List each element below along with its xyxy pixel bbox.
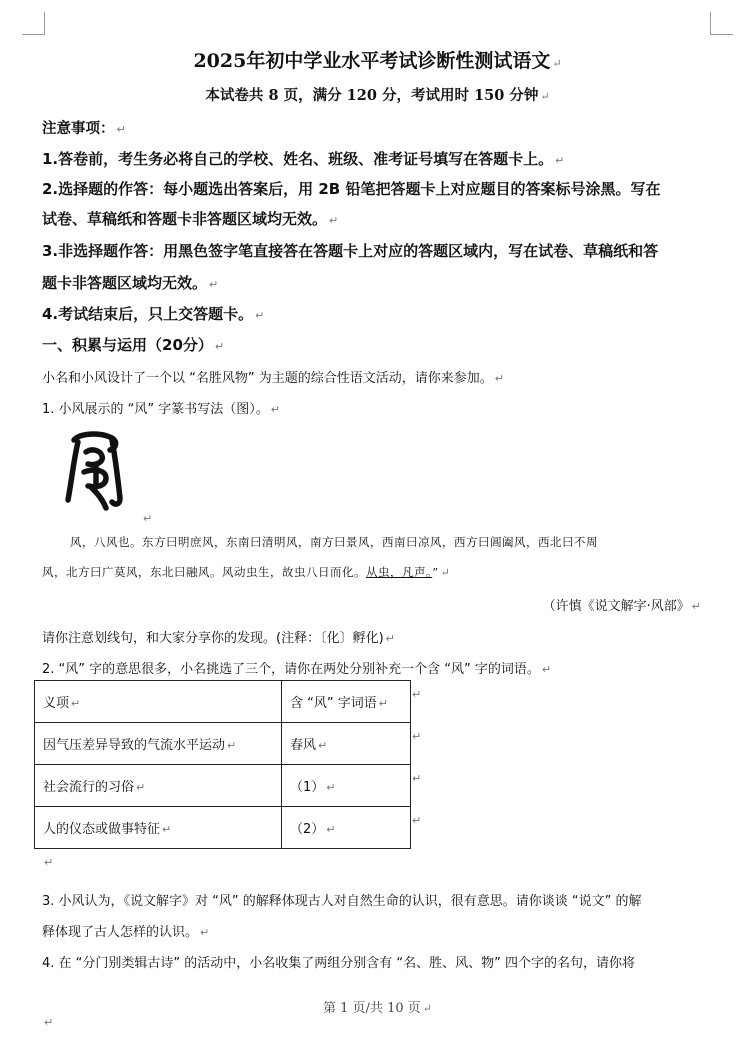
section-intro: 小名和小风设计了一个以 “名胜风物” 为主题的综合性语文活动，请你来参加。 ↵ (42, 371, 504, 386)
paragraph-mark-icon: ↵ (329, 214, 339, 227)
table-header-cell: 义项 ↵ (35, 681, 282, 723)
crop-mark-top-right (710, 12, 733, 35)
paragraph-mark-icon: ↵ (44, 1016, 54, 1029)
table-cell: 春风 ↵ (282, 723, 411, 765)
table-row (35, 765, 411, 807)
paragraph-mark-icon: ↵ (555, 154, 565, 167)
quote-line-2: 风，北方曰广莫风，东北曰融风。风动虫生，故虫八日而化。从虫，凡声。” ↵ (42, 565, 451, 579)
table-cell: 因气压差异导致的气流水平运动 ↵ (35, 723, 282, 765)
seal-script-feng-image (60, 428, 130, 512)
table-answer-blank: （2） ↵ (282, 807, 411, 849)
section-heading: 一、积累与运用（20分） ↵ (42, 336, 225, 354)
paragraph-mark-icon: ↵ (116, 123, 126, 136)
paragraph-mark-icon: ↵ (412, 730, 422, 743)
notice-item-4: 4.考试结束后，只上交答题卡。 ↵ (42, 305, 265, 323)
paragraph-mark-icon: ↵ (209, 278, 219, 291)
notice-item-2-cont: 试卷、草稿纸和答题卡非答题区域均无效。 ↵ (42, 210, 339, 228)
paragraph-mark-icon: ↵ (552, 57, 562, 70)
underlined-sentence: 从虫，凡声。 (366, 565, 433, 579)
paragraph-mark-icon: ↵ (412, 688, 422, 701)
crop-mark-top-left (22, 12, 45, 35)
paragraph-mark-icon: ↵ (412, 814, 422, 827)
table-row (35, 807, 411, 849)
word-meaning-table (34, 680, 411, 849)
quote-source: （许慎《说文解字·风部》 ↵ (542, 599, 701, 614)
paragraph-mark-icon: ↵ (540, 90, 550, 103)
paragraph-mark-icon: ↵ (691, 600, 701, 613)
paragraph-mark-icon: ↵ (422, 1002, 432, 1015)
notice-item-3: 3.非选择题作答：用黑色签字笔直接答在答题卡上对应的答题区域内，写在试卷、草稿纸和答 (42, 242, 659, 260)
question-3-line-1: 3. 小风认为，《说文解字》对 “风” 的解释体现古人对自然生命的认识，很有意思。请你谈谈 “说文” 的解 (42, 894, 642, 909)
paragraph-mark-icon: ↵ (44, 856, 54, 869)
table-header-row (35, 681, 411, 723)
notice-heading: 注意事项： ↵ (42, 121, 126, 137)
question-2-prompt: 2. “风” 字的意思很多，小名挑选了三个，请你在两处分别补充一个含 “风” 字的词语。 ↵ (42, 662, 552, 677)
table-answer-blank: （1） ↵ (282, 765, 411, 807)
table-cell: 社会流行的习俗 ↵ (35, 765, 282, 807)
exam-subtitle: 本试卷共 8 页，满分 120 分，考试用时 150 分钟 ↵ (205, 87, 550, 104)
paragraph-mark-icon: ↵ (541, 663, 552, 676)
notice-item-1: 1.答卷前，考生务必将自己的学校、姓名、班级、准考证号填写在答题卡上。 ↵ (42, 150, 565, 168)
paragraph-mark-icon: ↵ (440, 566, 451, 579)
page-footer: 第 1 页/共 10 页 ↵ (323, 1001, 432, 1016)
notice-item-2: 2.选择题的作答：每小题选出答案后，用 2B 铅笔把答题卡上对应题目的答案标号涂黑。写在 (42, 180, 661, 198)
table-row (35, 723, 411, 765)
paragraph-mark-icon: ↵ (143, 512, 153, 525)
notice-item-3-cont: 题卡非答题区域均无效。 ↵ (42, 274, 219, 292)
paragraph-mark-icon: ↵ (214, 340, 225, 353)
table-header-cell: 含 “风” 字词语 ↵ (282, 681, 411, 723)
paragraph-mark-icon: ↵ (385, 632, 395, 645)
question-1-prompt: 1. 小风展示的 “风” 字篆书写法（图）。 ↵ (42, 402, 280, 417)
paragraph-mark-icon: ↵ (200, 926, 210, 939)
paragraph-mark-icon: ↵ (412, 772, 422, 785)
question-3-line-2: 释体现了古人怎样的认识。 ↵ (42, 925, 210, 940)
paragraph-mark-icon: ↵ (255, 309, 265, 322)
quote-line-1: 风，八风也。东方曰明庶风，东南曰清明风，南方曰景风，西南曰凉风，西方曰阊阖风，西北曰不周 (70, 535, 598, 549)
paragraph-mark-icon: ↵ (494, 372, 504, 385)
paragraph-mark-icon: ↵ (270, 403, 280, 416)
question-1-task: 请你注意划线句，和大家分享你的发现。(注释：〔化〕孵化) ↵ (42, 631, 395, 646)
question-4-line-1: 4. 在 “分门别类辑古诗” 的活动中，小名收集了两组分别含有 “名、胜、风、物” 四个字的名句，请你将 (42, 956, 636, 971)
page-title: 2025年初中学业水平考试诊断性测试语文 ↵ (193, 50, 562, 72)
table-cell: 人的仪态或做事特征 ↵ (35, 807, 282, 849)
